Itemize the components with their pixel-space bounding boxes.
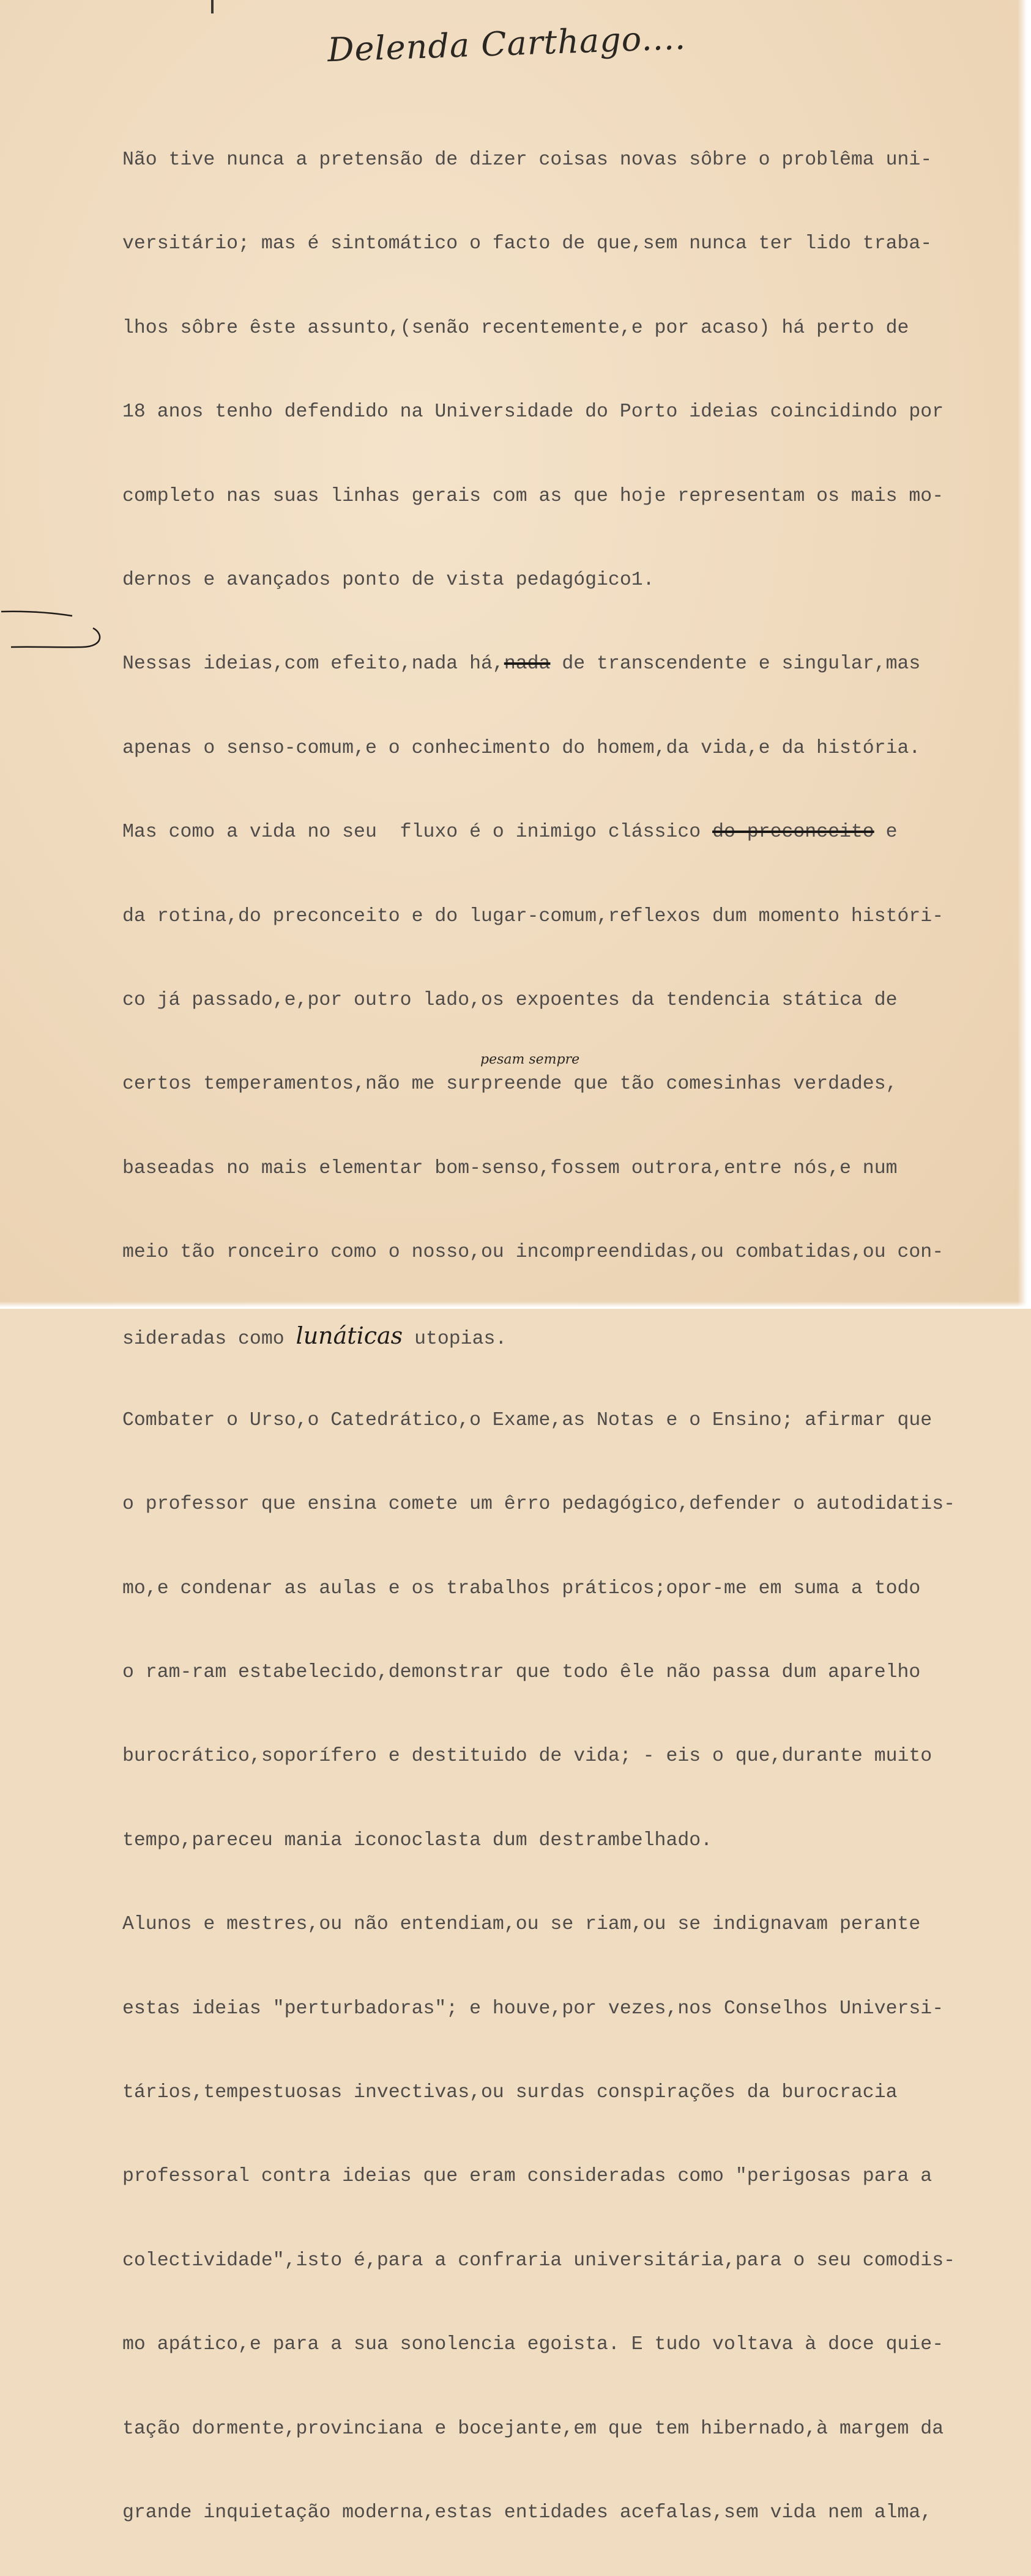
text-line: mo apático,e para a sua sonolencia egoista. E tudo voltava à doce quie-: [122, 2334, 944, 2356]
line-segment: sideradas como: [122, 1328, 296, 1350]
line-segment: Mas como a vida no seu fluxo é o inimigo clássico: [122, 821, 713, 843]
line-segment: e: [874, 821, 898, 843]
interlinear-insert: pesam sempre: [480, 1052, 580, 1068]
page-edge-bottom: [0, 1301, 1031, 1309]
text-line: Combater o Urso,o Catedrático,o Exame,as Notas e o Ensino; afirmar que: [122, 1409, 932, 1431]
line-segment: certos temperamentos,não me surpreende que tão comesinhas verdades,: [122, 1073, 898, 1095]
text-line: apenas o senso-comum,e o conhecimento do homem,da vida,e da história.: [122, 737, 921, 759]
text-line: [122, 1316, 1003, 1356]
text-line: tação dormente,provinciana e bocejante,em que tem hibernado,à margem da: [122, 2418, 944, 2440]
text-line: dernos e avançados ponto de vista pedagógico1.: [122, 569, 655, 591]
text-line: o professor que ensina comete um êrro pedagógico,defender o autodidatis-: [122, 1493, 956, 1516]
page-edge-right: [1018, 0, 1031, 1309]
text-line: tempo,pareceu mania iconoclasta dum destrambelhado.: [122, 1829, 713, 1851]
text-line: versitário; mas é sintomático o facto de que,sem nunca ter lido traba-: [122, 233, 932, 255]
text-line: meio tão ronceiro como o nosso,ou incompreendidas,ou combatidas,ou con-: [122, 1242, 944, 1264]
line-segment: Nessas ideias,com efeito,nada há,: [122, 653, 504, 675]
text-line: burocrático,soporífero e destituido de vida; - eis o que,durante muito: [122, 1745, 932, 1767]
text-line: colectividade",isto é,para a confraria universitária,para o seu comodis-: [122, 2249, 956, 2271]
struck-word: nada: [504, 653, 551, 675]
text-line: tários,tempestuosas invectivas,ou surdas conspirações da burocracia: [122, 2081, 898, 2103]
text-line: [122, 1052, 1003, 1105]
text-line: baseadas no mais elementar bom-senso,fossem outrora,entre nós,e num: [122, 1157, 898, 1179]
text-line: da rotina,do preconceito e do lugar-comum,reflexos dum momento históri-: [122, 905, 944, 927]
text-line: 18 anos tenho defendido na Universidade do Porto ideias coincidindo por: [122, 401, 944, 423]
text-line: grande inquietação moderna,estas entidades acefalas,sem vida nem alma,: [122, 2501, 932, 2523]
line-segment: utopias.: [403, 1328, 507, 1350]
text-line: mo,e condenar as aulas e os trabalhos práticos;opor-me em suma a todo: [122, 1577, 921, 1599]
margin-bracket-marks: [0, 602, 110, 657]
text-line: co já passado,e,por outro lado,os expoentes da tendencia stática de: [122, 989, 898, 1011]
text-line: [122, 643, 1003, 684]
typed-body: [122, 97, 1003, 2576]
text-line: completo nas suas linhas gerais com as que hoje representam os mais mo-: [122, 485, 944, 507]
struck-phrase: do preconceito: [712, 821, 874, 843]
ink-dot: [211, 0, 214, 13]
text-line: lhos sôbre êste assunto,(senão recentemente,e por acaso) há perto de: [122, 317, 909, 339]
text-line: professoral contra ideias que eram consideradas como "perigosas para a: [122, 2166, 932, 2188]
handwritten-word: lunáticas: [296, 1322, 403, 1350]
text-line: Não tive nunca a pretensão de dizer coisas novas sôbre o problêma uni-: [122, 149, 932, 171]
text-line: o ram-ram estabelecido,demonstrar que todo êle não passa dum aparelho: [122, 1662, 921, 1684]
text-line: [122, 812, 1003, 853]
handwritten-title: Delenda Carthago....: [327, 18, 687, 70]
text-line: estas ideias "perturbadoras"; e houve,por vezes,nos Conselhos Universi-: [122, 1997, 944, 2019]
line-segment: de transcendente e singular,mas: [550, 653, 921, 675]
text-line: Alunos e mestres,ou não entendiam,ou se riam,ou se indignavam perante: [122, 1914, 921, 1936]
